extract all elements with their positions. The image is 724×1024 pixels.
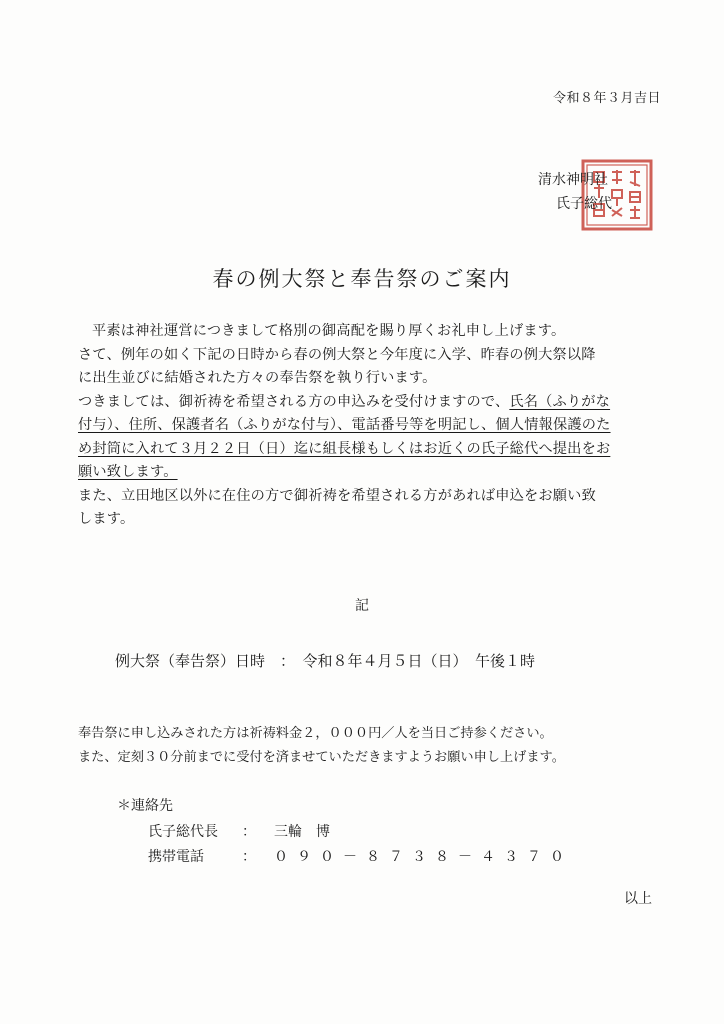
body-line [78, 461, 668, 485]
contact-row-representative [148, 821, 330, 841]
sender-title: 氏子総代 [556, 196, 612, 212]
letter-date: 令和８年３月吉日 [552, 91, 661, 106]
contact-row-phone [148, 846, 573, 866]
greeting-paragraph: 平素は神社運営につきまして格別の御高配を賜り厚くお礼申し上げます。 [92, 323, 566, 339]
note-line: 奉告祭に申し込みされた方は祈祷料金２，０００円／人を当日ご持参ください。 [78, 726, 553, 741]
body-line: します。 [78, 511, 135, 527]
body-line: さて、例年の如く下記の日時から春の例大祭と今年度に入学、昨春の例大祭以降 [78, 346, 596, 363]
shrine-name: 清水神明社 [538, 172, 608, 188]
document-title: 春の例大祭と奉告祭のご案内 [212, 267, 512, 291]
body-line [78, 391, 668, 415]
contact-heading: ＊連絡先 [117, 798, 173, 814]
letter-body [78, 320, 668, 532]
contact-name: 三輪 博 [274, 824, 330, 840]
phone-number: ０９０－８７３８－４３７０ [274, 849, 573, 865]
contact-separator: ： [242, 824, 256, 840]
underlined-text: 願い致します。 [78, 464, 178, 480]
underlined-text: 氏名（ふりがな [509, 393, 611, 410]
body-text: つきましては、御祈祷を希望される方の申込みを受付けますので、 [78, 393, 510, 410]
notes-block [78, 722, 565, 770]
body-line: に出生並びに結婚された方々の奉告祭を執り行います。 [78, 370, 437, 386]
contact-label: 携帯電話 [148, 849, 204, 865]
event-datetime: 例大祭（奉告祭）日時 ： 令和８年４月５日（日） 午後１時 [115, 652, 536, 670]
ki-heading: 記 [355, 598, 369, 614]
contact-label: 氏子総代長 [148, 824, 218, 840]
note-line: また、定刻３０分前までに受付を済ませていただきますようお願い申し上げます。 [78, 750, 565, 765]
contact-separator: ： [242, 849, 256, 865]
underlined-line: め封筒に入れて３月２２日（日）迄に組長様もしくはお近くの氏子総代へ提出をお [78, 440, 611, 457]
sender-block [538, 168, 612, 216]
closing-word: 以上 [624, 891, 652, 907]
body-line: また、立田地区以外に在住の方で御祈祷を希望される方があれば申込をお願い致 [78, 487, 596, 504]
underlined-line: 付与）、住所、保護者名（ふりがな付与）、電話番号等を明記し、個人情報保護のた [78, 417, 611, 433]
